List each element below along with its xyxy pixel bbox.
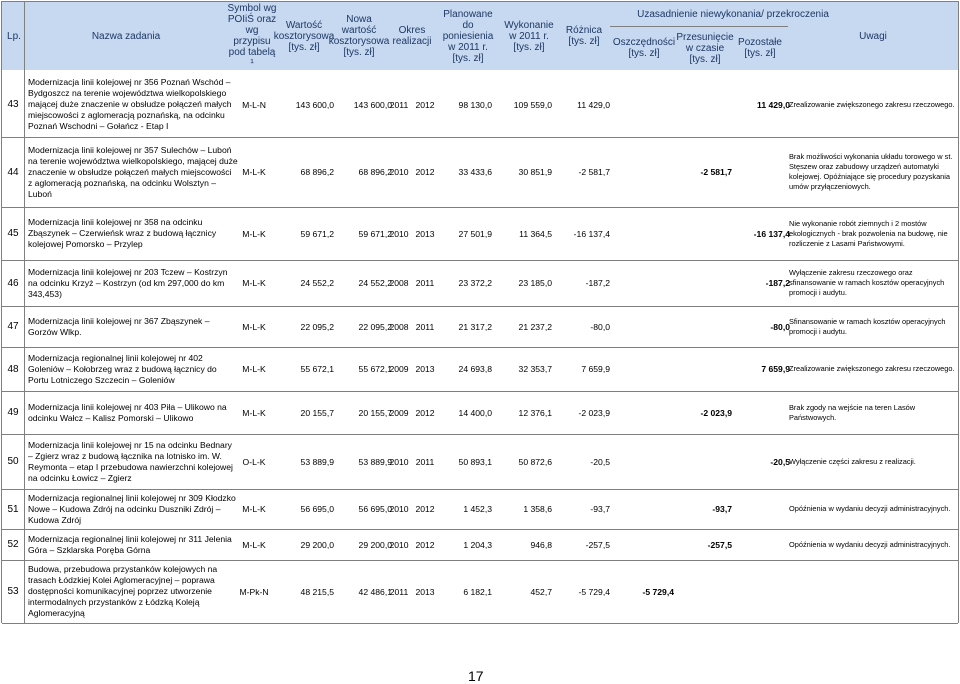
row-roznica: -187,2 <box>585 278 610 288</box>
row-nowa-wartosc: 59 671,2 <box>358 228 392 239</box>
row-task-name: Modernizacja linii kolejowej nr 358 na odcinku Zbąszynek – Czerwieńsk wraz z budową łącznicy kolejowej Pomorsko – Przylep <box>28 217 217 249</box>
row-lp: 50 <box>7 456 19 467</box>
row-planowane: 1 204,3 <box>463 539 492 550</box>
row-symbol: M-Pk-N <box>239 586 269 597</box>
row-task-name: Modernizacja regionalnej linii kolejowej nr 309 Kłodzko Nowe – Kudowa Zdrój na odcinku Duszniki Zdrój – Kudowa Zdrój <box>28 492 236 525</box>
row-task-name: Modernizacja linii kolejowej nr 15 na odcinku Bednary – Zgierz wraz z budową łącznika na lotnisko im. W. Reymonta – etap I przebudowa nawierzchni kolejowej na odcinku Łowicz – Zgierz <box>28 439 233 483</box>
row-oszczednosci <box>614 434 674 489</box>
row-divider <box>2 623 958 624</box>
row-symbol: M-L-K <box>242 364 266 374</box>
row-roznica: -2 023,9 <box>578 407 610 418</box>
row-pozostale: -16 137,4 <box>753 228 790 239</box>
row-przesuniecie <box>674 434 732 489</box>
row-przesuniecie <box>674 260 732 306</box>
row-okres-od: 2011 <box>389 586 409 597</box>
row-symbol: M-L-K <box>242 167 266 177</box>
row-symbol: M-L-K <box>242 228 266 239</box>
row-pozostale: 11 429,0 <box>757 99 790 110</box>
row-przesuniecie: -93,7 <box>712 504 732 514</box>
row-okres-od: 2010 <box>389 228 409 239</box>
row-przesuniecie: -2 023,9 <box>700 407 732 418</box>
header-lp: Lp. <box>7 30 21 42</box>
row-roznica: 11 429,0 <box>577 99 610 110</box>
row-oszczednosci <box>614 260 674 306</box>
row-okres-do: 2012 <box>415 539 435 550</box>
header-nazwa: Nazwa zadania <box>91 30 161 42</box>
row-planowane: 33 433,6 <box>458 167 492 177</box>
table-border-right <box>958 1 959 623</box>
row-oszczednosci <box>614 489 674 529</box>
row-wartosc: 55 672,1 <box>300 364 334 374</box>
row-oszczednosci <box>614 391 674 434</box>
row-oszczednosci <box>614 347 674 391</box>
row-planowane: 50 893,1 <box>458 456 492 467</box>
row-lp: 48 <box>7 363 19 375</box>
row-nowa-wartosc: 143 600,0 <box>353 99 392 110</box>
row-lp: 49 <box>7 407 19 418</box>
row-wykonanie: 11 364,5 <box>519 228 552 239</box>
row-wartosc: 20 155,7 <box>300 407 334 418</box>
row-okres-do: 2011 <box>415 456 435 467</box>
row-roznica: -2 581,7 <box>578 167 610 177</box>
row-roznica: -257,5 <box>585 539 610 550</box>
row-planowane: 24 693,8 <box>458 364 492 374</box>
row-wykonanie: 109 559,0 <box>513 99 552 110</box>
row-task-name: Modernizacja linii kolejowej nr 203 Tczew – Kostrzyn na odcinku Krzyż – Kostrzyn (od km 297,000 do km 343,453) <box>28 266 228 299</box>
row-oszczednosci <box>614 137 674 207</box>
row-symbol: M-L-K <box>242 321 266 332</box>
table-row <box>2 260 958 306</box>
row-task-name: Modernizacja linii kolejowej nr 403 Piła – Ulikowo na odcinku Wałcz – Kalisz Pomorski – Ulikowo <box>28 401 227 423</box>
row-nowa-wartosc: 20 155,7 <box>358 407 392 418</box>
row-task-name: Modernizacja linii kolejowej nr 357 Sulechów – Luboń na terenie województwa wielkopolskiego, mającej duże znaczenie w obsłudze połączeń małych miejscowości z aglomeracją poznańską, na odcinku Wolsztyn – Luboń <box>28 144 238 199</box>
header-symbol: Symbol wg POIiŚ oraz wg przypisu pod tabelą ¹ <box>227 3 277 69</box>
row-pozostale <box>732 529 790 560</box>
row-task-name: Modernizacja regionalnej linii kolejowej nr 402 Goleniów – Kołobrzeg wraz z budową łącznicy do Portu Lotniczego Szczecin – Goleniów <box>28 352 217 385</box>
row-wartosc: 48 215,5 <box>300 586 334 597</box>
row-nowa-wartosc: 56 695,0 <box>358 504 392 514</box>
row-symbol: M-L-K <box>242 407 266 418</box>
row-symbol: M-L-K <box>242 504 266 514</box>
row-roznica: -5 729,4 <box>578 586 610 597</box>
header-uwagi: Uwagi <box>859 30 887 42</box>
row-pozostale: -187,2 <box>765 278 790 288</box>
row-uwagi: Nie wykonanie robót ziemnych i 2 mostów ekologicznych - brak pozwolenia na budowę, nie rozliczenie z Lasami Państwowymi. <box>789 218 948 248</box>
row-okres-do: 2012 <box>415 99 435 110</box>
row-oszczednosci: -5 729,4 <box>642 586 674 597</box>
row-przesuniecie <box>674 347 732 391</box>
row-okres-od: 2011 <box>389 99 409 110</box>
row-uwagi: Opóźnienia w wydaniu decyzji administracyjnych. <box>789 539 951 549</box>
row-wykonanie: 30 851,9 <box>518 167 552 177</box>
header-oszczednosci: Oszczędności [tys. zł] <box>612 37 676 59</box>
row-task-name: Budowa, przebudowa przystanków kolejowych na trasach Łódzkiej Kolei Aglomeracyjnej – poprawa dostępności komunikacyjnej poprzez utworzenie intermodalnych przystanków z Łódzką Koleją Aglomeracyjną <box>28 564 218 618</box>
row-okres-do: 2012 <box>415 167 435 177</box>
row-okres-od: 2010 <box>389 539 409 550</box>
table-border-top <box>2 1 958 2</box>
row-pozostale <box>732 489 790 529</box>
table-row <box>2 347 958 391</box>
table-row <box>2 207 958 260</box>
row-okres-do: 2013 <box>415 586 435 597</box>
header-sub-divider <box>610 26 788 27</box>
table-header <box>2 2 958 70</box>
row-przesuniecie <box>674 306 732 347</box>
header-wykonanie: Wykonanie w 2011 r. [tys. zł] <box>504 19 554 53</box>
row-wykonanie: 452,7 <box>530 586 552 597</box>
row-lp: 45 <box>7 228 19 239</box>
row-nowa-wartosc: 29 200,0 <box>358 539 392 550</box>
row-wykonanie: 32 353,7 <box>518 364 552 374</box>
row-wartosc: 143 600,0 <box>295 99 334 110</box>
row-przesuniecie <box>674 207 732 260</box>
row-symbol: O-L-K <box>242 456 266 467</box>
row-nowa-wartosc: 55 672,1 <box>358 364 392 374</box>
row-pozostale: -20,5 <box>770 456 790 467</box>
row-wykonanie: 21 237,2 <box>518 321 552 332</box>
header-wartosc: Wartość kosztorysowa [tys. zł] <box>273 19 335 53</box>
row-uwagi: Zrealizowanie zwiększonego zakresu rzeczowego. <box>789 364 955 373</box>
row-wartosc: 29 200,0 <box>300 539 334 550</box>
row-wykonanie: 50 872,6 <box>518 456 552 467</box>
table-row <box>2 529 958 560</box>
table-row <box>2 72 958 137</box>
row-roznica: -16 137,4 <box>573 228 610 239</box>
row-symbol: M-L-N <box>242 99 266 110</box>
header-uzasadnienie: Uzasadnienie niewykonania/ przekroczenia <box>637 8 829 20</box>
row-oszczednosci <box>614 207 674 260</box>
row-nowa-wartosc: 53 889,9 <box>358 456 392 467</box>
row-przesuniecie: -257,5 <box>707 539 732 550</box>
row-okres-od: 2008 <box>389 278 409 288</box>
row-lp: 43 <box>7 99 19 110</box>
row-nowa-wartosc: 68 896,2 <box>358 167 392 177</box>
header-nowa-wartosc: Nowa wartość kosztorysowa [tys. zł] <box>328 14 390 58</box>
row-planowane: 6 182,1 <box>463 586 492 597</box>
row-lp: 44 <box>7 166 19 178</box>
row-okres-do: 2011 <box>415 321 435 332</box>
row-roznica: -93,7 <box>590 504 610 514</box>
row-roznica: -20,5 <box>590 456 610 467</box>
row-uwagi: Brak zgody na wejście na teren Lasów Państwowych. <box>789 402 916 422</box>
row-pozostale <box>732 560 790 623</box>
row-okres-od: 2009 <box>389 364 409 374</box>
row-okres-od: 2010 <box>389 504 409 514</box>
row-nowa-wartosc: 42 486,1 <box>358 586 392 597</box>
header-roznica: Różnica [tys. zł] <box>565 25 603 47</box>
row-lp: 47 <box>7 321 19 332</box>
row-planowane: 14 400,0 <box>458 407 492 418</box>
row-planowane: 1 452,3 <box>463 504 492 514</box>
row-nowa-wartosc: 22 095,2 <box>358 321 392 332</box>
row-planowane: 27 501,9 <box>458 228 492 239</box>
row-task-name: Modernizacja regionalnej linii kolejowej nr 311 Jelenia Góra – Szklarska Poręba Górna <box>28 533 232 555</box>
row-uwagi: Wyłączenie części zakresu z realizacji. <box>789 456 916 466</box>
row-roznica: 7 659,9 <box>581 364 610 374</box>
row-planowane: 21 317,2 <box>458 321 492 332</box>
row-wartosc: 22 095,2 <box>300 321 334 332</box>
row-wartosc: 24 552,2 <box>300 278 334 288</box>
row-wykonanie: 946,8 <box>530 539 552 550</box>
page-number: 17 <box>468 668 484 684</box>
header-pozostale: Pozostałe [tys. zł] <box>738 37 782 59</box>
table-row <box>2 137 958 207</box>
header-planowane: Planowane do poniesienia w 2011 r. [tys. zł] <box>442 8 494 64</box>
row-lp: 53 <box>7 586 19 597</box>
row-planowane: 23 372,2 <box>458 278 492 288</box>
row-pozostale <box>732 137 790 207</box>
row-uwagi: Wyłączenie zakresu rzeczowego oraz sfinansowanie w ramach kosztów operacyjnych promocji i audytu. <box>789 268 945 297</box>
row-okres-do: 2012 <box>415 407 435 418</box>
row-okres-do: 2013 <box>415 364 435 374</box>
row-oszczednosci <box>614 72 674 137</box>
row-oszczednosci <box>614 306 674 347</box>
row-pozostale <box>732 391 790 434</box>
row-task-name: Modernizacja linii kolejowej nr 367 Zbąszynek – Gorzów Wlkp. <box>28 315 210 337</box>
row-okres-do: 2011 <box>415 278 435 288</box>
row-planowane: 98 130,0 <box>458 99 492 110</box>
row-okres-od: 2009 <box>389 407 409 418</box>
row-uwagi: Brak możliwości wykonania układu torowego w st. Stęszew oraz zabudowy urządzeń automatyki kolejowej. Opóźniające się procedury pozyskania umów przyłączeniowych. <box>789 152 953 191</box>
row-przesuniecie <box>674 560 732 623</box>
row-okres-do: 2013 <box>415 228 435 239</box>
row-wykonanie: 23 185,0 <box>518 278 552 288</box>
row-okres-od: 2010 <box>389 167 409 177</box>
header-okres: Okres realizacji <box>392 25 432 47</box>
row-symbol: M-L-K <box>242 539 266 550</box>
row-wartosc: 53 889,9 <box>300 456 334 467</box>
row-uwagi: Sfinansowanie w ramach kosztów operacyjnych promocji i audytu. <box>789 316 946 336</box>
table-row <box>2 306 958 347</box>
row-uwagi: Zrealizowanie zwiększonego zakresu rzeczowego. <box>789 99 955 109</box>
row-okres-od: 2010 <box>389 456 409 467</box>
row-pozostale: -80,0 <box>770 321 790 332</box>
row-pozostale: 7 659,9 <box>761 364 790 374</box>
row-wartosc: 68 896,2 <box>300 167 334 177</box>
row-roznica: -80,0 <box>590 321 610 332</box>
row-przesuniecie <box>674 72 732 137</box>
row-nowa-wartosc: 24 552,2 <box>358 278 392 288</box>
row-oszczednosci <box>614 529 674 560</box>
row-wykonanie: 1 358,6 <box>523 504 552 514</box>
row-okres-od: 2008 <box>389 321 409 332</box>
row-uwagi: Opóźnienia w wydaniu decyzji administracyjnych. <box>789 504 951 513</box>
row-wartosc: 59 671,2 <box>300 228 334 239</box>
table-row <box>2 391 958 434</box>
row-przesuniecie: -2 581,7 <box>700 167 732 177</box>
row-lp: 46 <box>7 277 19 289</box>
row-symbol: M-L-K <box>242 278 266 288</box>
row-task-name: Modernizacja linii kolejowej nr 356 Poznań Wschód – Bydgoszcz na terenie województwa wielkopolskiego mającej duże znaczenie w obsłudze połączeń małych miejscowości z aglomeracją poznańską, na odcinku Poznań Wschodni – Gołańcz - Etap I <box>28 77 232 131</box>
row-uwagi <box>789 560 957 623</box>
row-wykonanie: 12 376,1 <box>518 407 552 418</box>
row-lp: 51 <box>7 503 19 515</box>
table-row <box>2 489 958 529</box>
row-lp: 52 <box>7 539 19 550</box>
header-przesuniecie: Przesunięcie w czasie [tys. zł] <box>676 31 734 65</box>
table-row <box>2 434 958 489</box>
row-wartosc: 56 695,0 <box>300 504 334 514</box>
table-row <box>2 560 958 623</box>
row-okres-do: 2012 <box>415 504 435 514</box>
